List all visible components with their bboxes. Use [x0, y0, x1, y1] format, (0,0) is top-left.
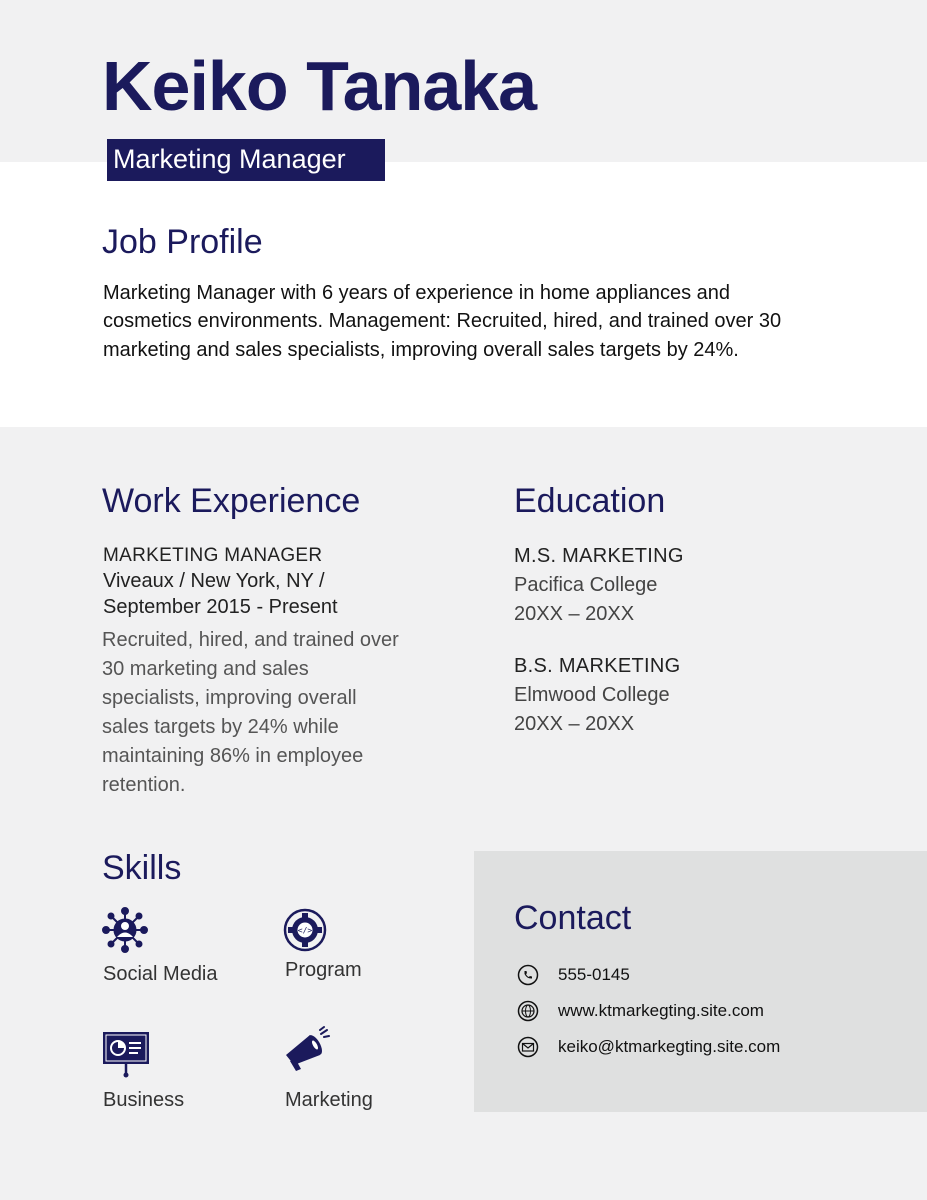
education-school: Pacifica College — [514, 574, 658, 596]
svg-text:</>: </> — [297, 926, 313, 935]
globe-icon — [517, 1000, 539, 1022]
candidate-name: Keiko Tanaka — [102, 47, 537, 125]
contact-heading: Contact — [514, 899, 632, 937]
envelope-icon — [517, 1036, 539, 1058]
contact-email-row — [517, 1036, 780, 1058]
contact-email[interactable]: keiko@ktmarkegting.site.com — [558, 1037, 781, 1056]
contact-phone-row — [517, 964, 630, 986]
skill-label: Marketing — [285, 1089, 373, 1111]
presentation-board-icon — [101, 1030, 151, 1080]
experience-company-date: Viveaux / New York, NY / September 2015 - Present — [103, 570, 338, 618]
education-school: Elmwood College — [514, 684, 670, 706]
megaphone-icon — [280, 1025, 330, 1075]
education-years: 20XX – 20XX — [514, 603, 635, 625]
experience-description: Recruited, hired, and trained over 30 marketing and sales specialists, improving overall sales targets by 24% while maintaining 86% in employee retention. — [102, 629, 399, 796]
code-gear-icon — [280, 905, 330, 955]
phone-icon — [517, 964, 539, 986]
skill-label: Business — [103, 1089, 185, 1111]
education-entry — [514, 542, 684, 629]
job-profile-heading: Job Profile — [102, 223, 263, 261]
skill-label: Social Media — [103, 963, 218, 985]
contact-website-row — [517, 1000, 764, 1022]
work-experience-heading: Work Experience — [102, 482, 361, 520]
experience-job-title: MARKETING MANAGER — [103, 545, 323, 566]
education-degree: M.S. MARKETING — [514, 545, 684, 567]
education-entry — [514, 652, 680, 739]
education-degree: B.S. MARKETING — [514, 655, 681, 677]
education-heading: Education — [514, 482, 666, 520]
skills-heading: Skills — [102, 849, 182, 887]
education-years: 20XX – 20XX — [514, 713, 635, 735]
job-profile-text: Marketing Manager with 6 years of experience in home appliances and cosmetics environments. Management: Recruited, hired, and trained over 30 marketing and sales specialists, improving overall sales targets by 24%. — [103, 282, 782, 361]
contact-website[interactable]: www.ktmarkegting.site.com — [558, 1001, 764, 1020]
contact-phone[interactable]: 555-0145 — [558, 965, 630, 984]
job-title-badge: Marketing Manager — [107, 139, 385, 181]
skill-label: Program — [285, 959, 362, 981]
social-network-icon — [100, 905, 150, 955]
